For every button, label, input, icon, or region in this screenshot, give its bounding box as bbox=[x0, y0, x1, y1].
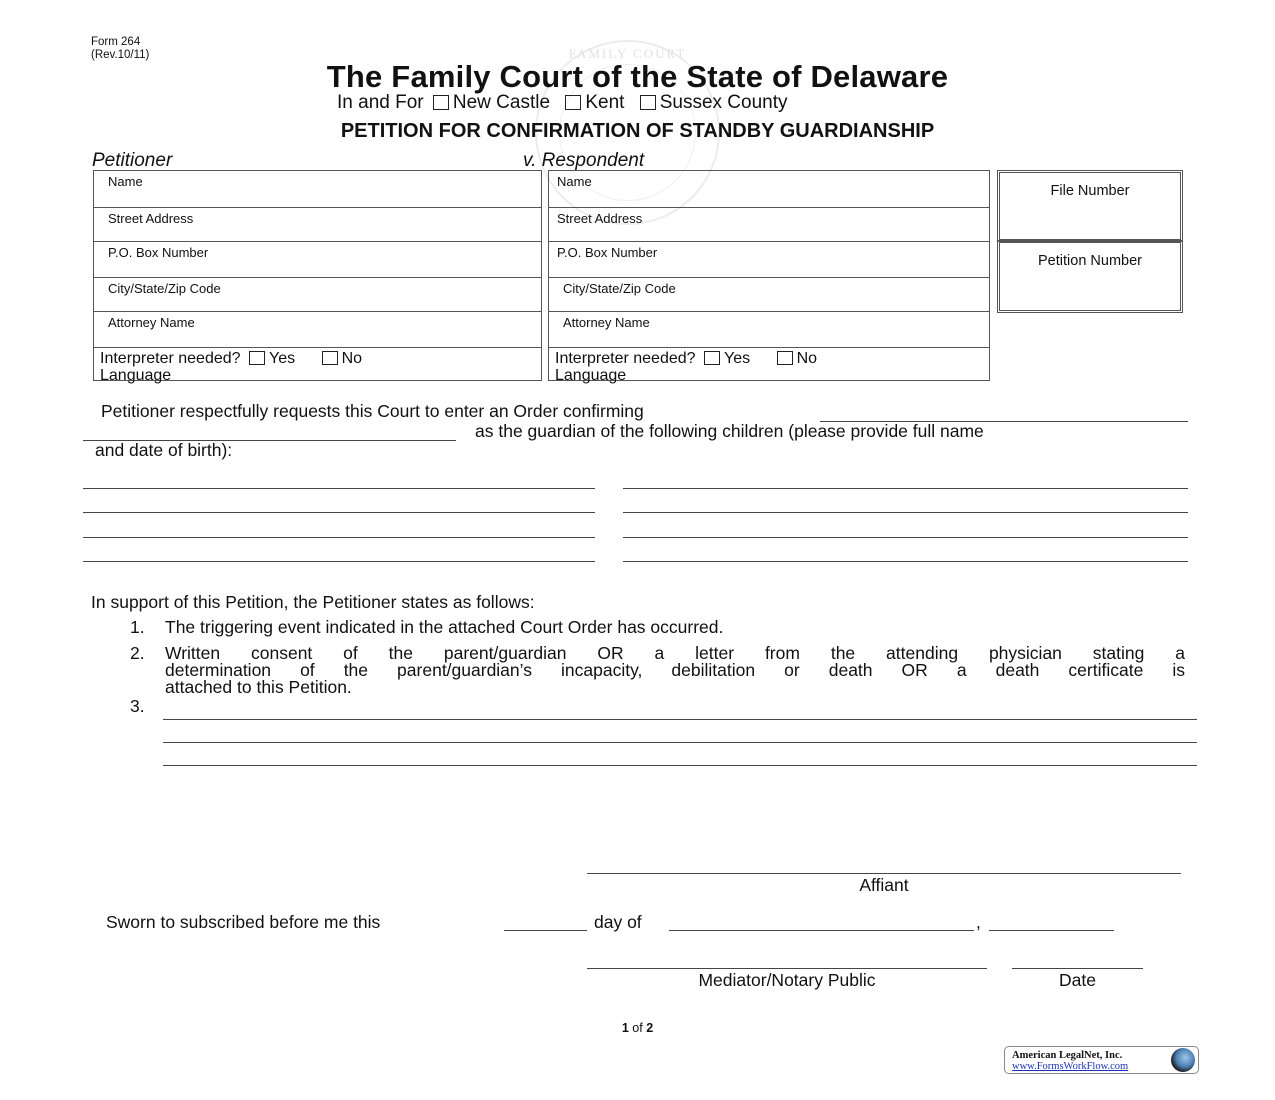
file-number-label: File Number bbox=[1050, 183, 1130, 199]
petitioner-pobox-field[interactable]: P.O. Box Number bbox=[94, 242, 541, 278]
item-2-number: 2. bbox=[130, 643, 145, 663]
county-sussex-label: Sussex County bbox=[659, 92, 788, 113]
respondent-interpreter-no-checkbox[interactable] bbox=[777, 351, 793, 365]
page-indicator: 1 of 2 bbox=[621, 1021, 654, 1035]
item-3-line-2[interactable] bbox=[163, 742, 1197, 743]
petitioner-name-field[interactable]: Name bbox=[94, 171, 541, 208]
sworn-day-blank[interactable] bbox=[504, 930, 587, 931]
item-3-line-3[interactable] bbox=[163, 765, 1197, 766]
no-label: No bbox=[341, 350, 363, 367]
child-line-right-2[interactable] bbox=[623, 512, 1188, 513]
comma: , bbox=[976, 912, 981, 932]
vendor-url-link[interactable]: www.FormsWorkFlow.com bbox=[1012, 1061, 1129, 1072]
interpreter-question: Interpreter needed? bbox=[100, 350, 241, 367]
item-2-text: Written consent of the parent/guardian OR a letter from the attending physician stating a determination of the parent/guardian’s incapacity, debilitation or death OR a death certificate is attached to this Petition. bbox=[165, 643, 1185, 697]
date-signature-line[interactable] bbox=[1012, 968, 1143, 969]
respondent-name-field[interactable]: Name bbox=[549, 171, 989, 208]
sworn-year-blank[interactable] bbox=[989, 930, 1114, 931]
form-revision: (Rev.10/11) bbox=[91, 49, 150, 61]
item-1-text: The triggering event indicated in the attached Court Order has occurred. bbox=[165, 617, 724, 637]
respondent-interpreter-row bbox=[549, 348, 989, 384]
petitioner-info-box bbox=[93, 170, 542, 384]
petitioner-heading: Petitioner bbox=[92, 150, 173, 171]
county-new-castle-label: New Castle bbox=[452, 92, 551, 113]
child-line-left-4[interactable] bbox=[83, 561, 595, 562]
petitioner-interpreter-row bbox=[94, 348, 541, 384]
child-line-left-3[interactable] bbox=[83, 537, 595, 538]
petitioner-attorney-field[interactable]: Attorney Name bbox=[94, 312, 541, 348]
respondent-info-box bbox=[548, 170, 990, 384]
notary-label: Mediator/Notary Public bbox=[698, 970, 876, 990]
sworn-month-blank[interactable] bbox=[669, 930, 974, 931]
child-line-right-3[interactable] bbox=[623, 537, 1188, 538]
vendor-name: American LegalNet, Inc. bbox=[1012, 1050, 1123, 1061]
item-3-number: 3. bbox=[130, 696, 145, 716]
globe-icon bbox=[1171, 1048, 1195, 1072]
support-intro: In support of this Petition, the Petitioner states as follows: bbox=[91, 592, 535, 612]
respondent-city-field[interactable]: City/State/Zip Code bbox=[549, 278, 989, 312]
item-1-number: 1. bbox=[130, 617, 145, 637]
checkbox-sussex[interactable] bbox=[640, 95, 656, 110]
respondent-pobox-field[interactable]: P.O. Box Number bbox=[549, 242, 989, 278]
notary-signature-line[interactable] bbox=[587, 968, 987, 969]
yes-label: Yes bbox=[269, 350, 296, 367]
petitioner-language-field[interactable]: Language bbox=[100, 367, 172, 384]
petition-number-label: Petition Number bbox=[1038, 253, 1142, 269]
file-number-box[interactable] bbox=[997, 170, 1183, 242]
date-label: Date bbox=[1059, 970, 1096, 990]
child-line-left-2[interactable] bbox=[83, 512, 595, 513]
county-selector bbox=[337, 92, 788, 114]
petition-number-box[interactable] bbox=[997, 240, 1183, 313]
no-label: No bbox=[796, 350, 818, 367]
vendor-logo[interactable] bbox=[1004, 1046, 1199, 1074]
county-kent-label: Kent bbox=[585, 92, 625, 113]
sworn-prefix: Sworn to subscribed before me this bbox=[106, 912, 381, 932]
respondent-language-field[interactable]: Language bbox=[555, 367, 627, 384]
day-of-label: day of bbox=[594, 912, 642, 932]
checkbox-new-castle[interactable] bbox=[433, 95, 449, 110]
respondent-attorney-field[interactable]: Attorney Name bbox=[549, 312, 989, 348]
child-line-right-4[interactable] bbox=[623, 561, 1188, 562]
seal-text: FAMILY COURT bbox=[568, 46, 687, 61]
petitioner-street-field[interactable]: Street Address bbox=[94, 208, 541, 242]
county-prefix: In and For bbox=[337, 92, 424, 113]
affiant-label: Affiant bbox=[859, 875, 909, 895]
interpreter-question: Interpreter needed? bbox=[555, 350, 696, 367]
respondent-heading: v. Respondent bbox=[523, 150, 645, 171]
child-line-right-1[interactable] bbox=[623, 488, 1188, 489]
form-number: Form 264 bbox=[91, 36, 141, 48]
court-title: The Family Court of the State of Delaware bbox=[326, 59, 949, 94]
child-line-left-1[interactable] bbox=[83, 488, 595, 489]
item-3-line-1[interactable] bbox=[163, 719, 1197, 720]
request-line-2: as the guardian of the following children (please provide full name bbox=[475, 421, 984, 441]
request-line-1: Petitioner respectfully requests this Court to enter an Order confirming bbox=[101, 401, 644, 421]
petitioner-interpreter-no-checkbox[interactable] bbox=[322, 351, 338, 365]
respondent-street-field[interactable]: Street Address bbox=[549, 208, 989, 242]
petition-title: PETITION FOR CONFIRMATION OF STANDBY GUARDIANSHIP bbox=[340, 120, 935, 142]
checkbox-kent[interactable] bbox=[565, 95, 581, 110]
affiant-signature-line[interactable] bbox=[587, 873, 1181, 874]
respondent-interpreter-yes-checkbox[interactable] bbox=[704, 351, 720, 365]
request-line-3: and date of birth): bbox=[95, 440, 233, 460]
petitioner-interpreter-yes-checkbox[interactable] bbox=[249, 351, 265, 365]
yes-label: Yes bbox=[724, 350, 751, 367]
petitioner-city-field[interactable]: City/State/Zip Code bbox=[94, 278, 541, 312]
